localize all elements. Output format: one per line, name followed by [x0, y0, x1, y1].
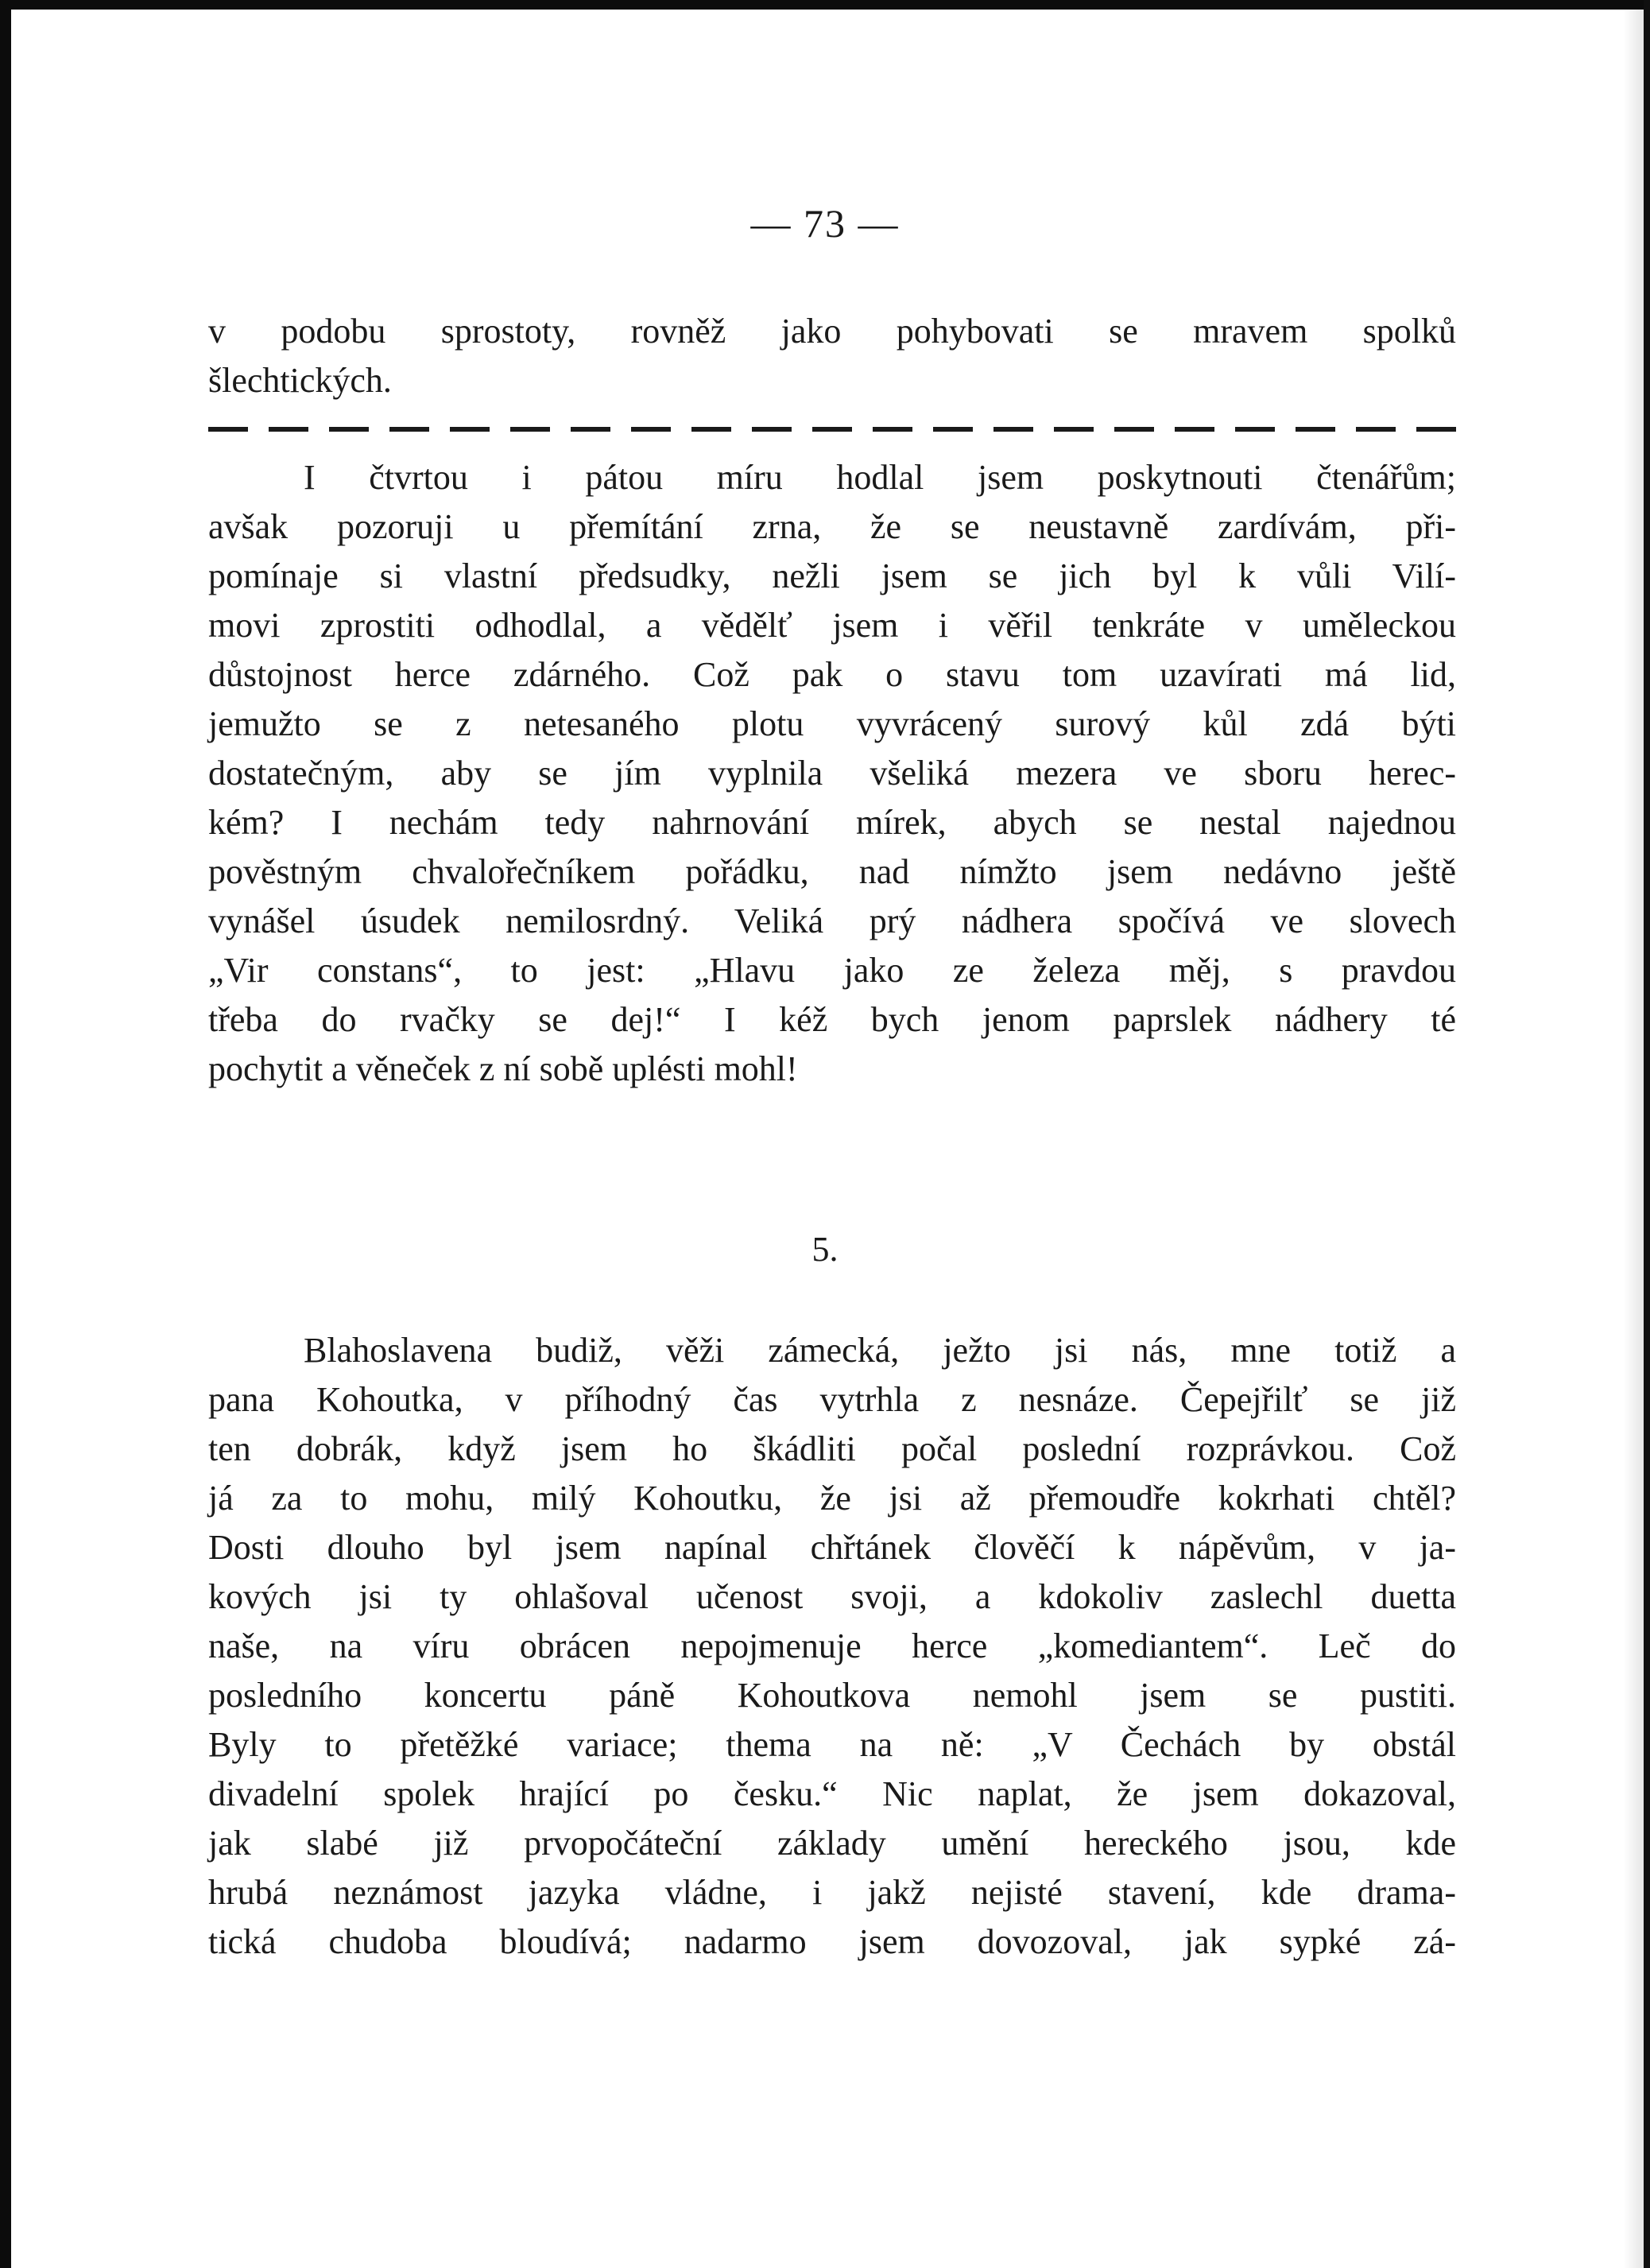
text-line: dostatečným, aby se jím vyplnila všeliká mezera ve sboru herec-	[208, 754, 1456, 793]
paragraph-section-4	[208, 453, 1456, 1094]
paragraph-continuation	[208, 307, 1456, 405]
scan-shadow-right	[1623, 10, 1644, 2268]
text-line: Blahoslavena budiž, věži zámecká, ježto jsi nás, mne totiž a	[304, 1331, 1456, 1370]
text-line: movi zprostiti odhodlal, a vědělť jsem i věřil tenkráte v uměleckou	[208, 606, 1456, 645]
dashed-separator	[208, 427, 1456, 432]
scan-border-top	[0, 0, 1650, 10]
text-line: vynášel úsudek nemilosrdný. Veliká prý nádhera spočívá ve slovech	[208, 901, 1456, 940]
text-line: tická chudoba bloudívá; nadarmo jsem dovozoval, jak sypké zá-	[208, 1922, 1456, 1961]
text-line: posledního koncertu páně Kohoutkova nemohl jsem se pustiti.	[208, 1676, 1456, 1715]
text-line: pomínaje si vlastní předsudky, nežli jsem se jich byl k vůli Vilí-	[208, 556, 1456, 595]
text-line: avšak pozoruji u přemítání zrna, že se neustavně zardívám, při-	[208, 507, 1456, 546]
text-line: pověstným chvalořečníkem pořádku, nad nímžto jsem nedávno ještě	[208, 852, 1456, 891]
text-line: já za to mohu, milý Kohoutku, že jsi až přemoudře kokrhati chtěl?	[208, 1479, 1456, 1518]
text-line: divadelní spolek hrající po česku.“ Nic naplat, že jsem dokazoval,	[208, 1774, 1456, 1813]
paragraph-section-5	[208, 1326, 1456, 1967]
page-number: — 73 —	[750, 201, 900, 246]
text-line: ten dobrák, když jsem ho škádliti počal poslední rozprávkou. Což	[208, 1429, 1456, 1468]
text-line: šlechtických.	[208, 361, 392, 400]
text-line: I čtvrtou i pátou míru hodlal jsem poskytnouti čtenářům;	[304, 458, 1456, 497]
section-number: 5.	[811, 1230, 839, 1269]
scan-border-left	[0, 0, 11, 2268]
text-line: Dosti dlouho byl jsem napínal chřtánek člověčí k nápěvům, v ja-	[208, 1528, 1456, 1567]
text-line: v podobu sprostoty, rovněž jako pohybovati se mravem spolků	[208, 312, 1456, 351]
scan-border-right	[1644, 0, 1650, 2268]
text-line: Byly to přetěžké variace; thema na ně: „V Čechách by obstál	[208, 1725, 1456, 1764]
text-line: důstojnost herce zdárného. Což pak o stavu tom uzavírati má lid,	[208, 655, 1456, 694]
text-line: kém? I nechám tedy nahrnování mírek, abych se nestal najednou	[208, 803, 1456, 842]
text-line: jak slabé již prvopočáteční základy umění hereckého jsou, kde	[208, 1824, 1456, 1863]
text-line: třeba do rvačky se dej!“ I kéž bych jenom paprslek nádhery té	[208, 1000, 1456, 1039]
text-line: kových jsi ty ohlašoval učenost svoji, a kdokoliv zaslechl duetta	[208, 1577, 1456, 1616]
text-line: naše, na víru obrácen nepojmenuje herce „komediantem“. Leč do	[208, 1626, 1456, 1665]
text-line: hrubá neznámost jazyka vládne, i jakž nejisté stavení, kde drama-	[208, 1873, 1456, 1912]
text-line: pana Kohoutka, v příhodný čas vytrhla z nesnáze. Čepejřilť se již	[208, 1380, 1456, 1419]
text-line: jemužto se z netesaného plotu vyvrácený surový kůl zdá býti	[208, 704, 1456, 743]
text-line: pochytit a věneček z ní sobě uplésti mohl!	[208, 1049, 798, 1088]
text-line: „Vir constans“, to jest: „Hlavu jako ze železa měj, s pravdou	[208, 951, 1456, 990]
